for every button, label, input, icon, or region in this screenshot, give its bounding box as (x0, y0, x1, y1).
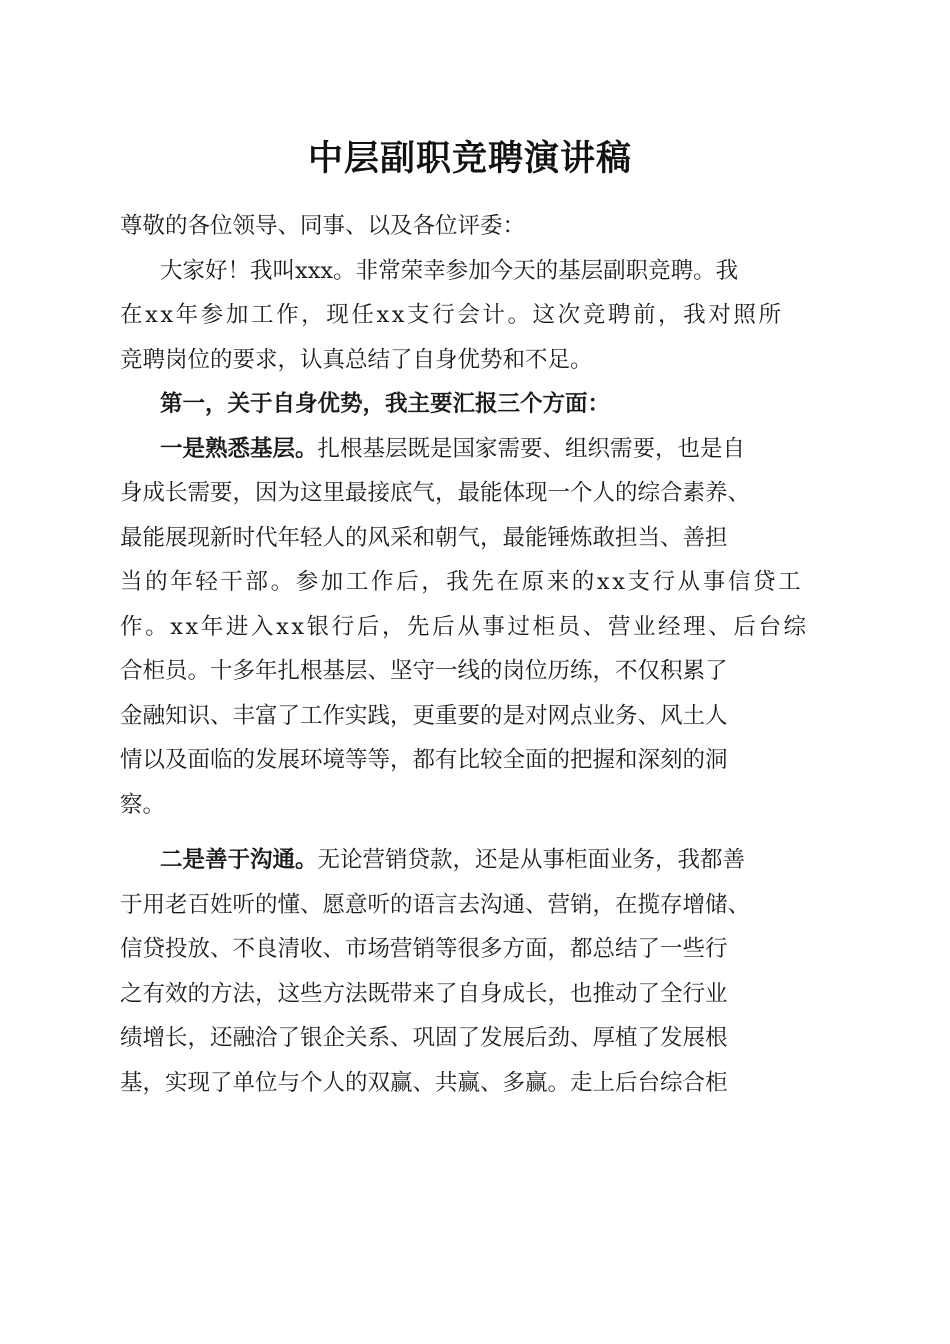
paragraph-line: 合柜员。十多年扎根基层、坚守一线的岗位历练，不仅积累了 (120, 658, 728, 684)
paragraph-line (120, 427, 832, 472)
paragraph-lead: 一是熟悉基层。 (160, 435, 318, 462)
paragraph-line: 基，实现了单位与个人的双赢、共赢、多赢。走上后台综合柜 (120, 1069, 728, 1096)
page-title: 中层副职竞聘演讲稿 (307, 138, 632, 179)
paragraph-line: 情以及面临的发展环境等等，都有比较全面的把握和深刻的洞 (120, 747, 728, 773)
paragraph-line: 身成长需要，因为这里最接底气，最能体现一个人的综合素养、 (120, 480, 751, 506)
paragraph-line: 作。xx年进入xx银行后，先后从事过柜员、营业经理、后台综 (120, 613, 809, 640)
paragraph-line: 察。 (120, 791, 166, 818)
paragraph-line: 大家好！我叫xxx。非常荣幸参加今天的基层副职竞聘。我 (160, 257, 739, 284)
paragraph-text: 扎根基层既是国家需要、组织需要，也是自 (317, 435, 746, 462)
paragraph-line: 之有效的方法，这些方法既带来了自身成长，也推动了全行业 (120, 980, 728, 1007)
paragraph-line: 在xx年参加工作，现任xx支行会计。这次竞聘前，我对照所 (120, 302, 784, 328)
paragraph-line (120, 838, 832, 883)
paragraph-line: 当的年轻干部。参加工作后，我先在原来的xx支行从事信贷工 (120, 569, 804, 595)
section-heading: 第一，关于自身优势，我主要汇报三个方面： (160, 391, 611, 417)
paragraph-text: 无论营销贷款，还是从事柜面业务，我都善 (317, 847, 746, 873)
paragraph-line: 信贷投放、不良清收、市场营销等很多方面，都总结了一些行 (120, 936, 728, 962)
paragraph-line: 金融知识、丰富了工作实践，更重要的是对网点业务、风土人 (120, 702, 728, 729)
paragraph-line: 绩增长，还融洽了银企关系、巩固了发展后劲、厚植了发展根 (120, 1025, 728, 1051)
paragraph-lead: 二是善于沟通。 (160, 847, 318, 873)
document-body (120, 204, 832, 1105)
paragraph-line: 于用老百姓听的懂、愿意听的语言去沟通、营销，在揽存增储、 (120, 891, 751, 918)
paragraph-line: 最能展现新时代年轻人的风采和朝气，最能锤炼敢担当、善担 (120, 524, 728, 551)
salutation: 尊敬的各位领导、同事、以及各位评委： (120, 213, 526, 239)
paragraph-line: 竞聘岗位的要求，认真总结了自身优势和不足。 (120, 346, 593, 373)
